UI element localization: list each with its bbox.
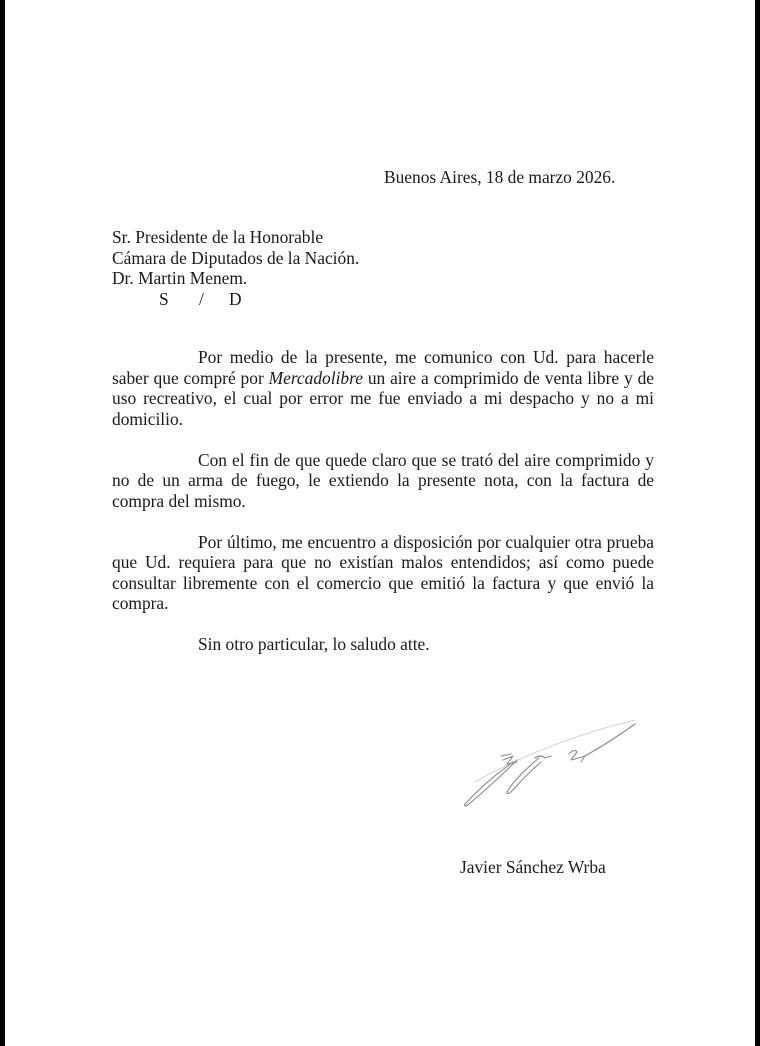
- date-line: Buenos Aires, 18 de marzo 2026.: [384, 167, 616, 187]
- recipient-block: [112, 227, 359, 309]
- signature-icon: [455, 712, 655, 820]
- paragraph-1-text-b: un aire a comprimido de venta libre y de uso recreativo, el cual por error me fue enviado a mi despacho y no a mi domicilio.: [112, 367, 654, 429]
- letter-body: [112, 347, 654, 655]
- handwritten-signature: [455, 712, 655, 820]
- mercadolibre-italic: Mercadolibre: [268, 367, 363, 388]
- recipient-name: Dr. Martin Menem.: [112, 268, 248, 288]
- paragraph-2: Con el fin de que quede claro que se trató del aire comprimido y no de un arma de fuego, le extiendo la presente nota, con la factura de compra del mismo.: [112, 449, 654, 511]
- paragraph-1: [112, 347, 654, 429]
- signer-name: Javier Sánchez Wrba: [460, 857, 606, 877]
- closing-line: Sin otro particular, lo saludo atte.: [198, 634, 430, 654]
- su-despacho-abbreviation: [112, 289, 359, 310]
- paragraph-1-text-a: Por medio de la presente, me comunico con Ud. para hacerle saber que compré por: [112, 347, 654, 388]
- sd-d: D: [229, 288, 242, 309]
- recipient-institution: Cámara de Diputados de la Nación.: [112, 247, 360, 268]
- sd-slash: /: [199, 288, 204, 309]
- sd-s: S: [159, 288, 169, 309]
- paragraph-3: Por último, me encuentro a disposición por cualquier otra prueba que Ud. requiera para que no existían malos entendidos; así como puede consultar libremente con el comercio que emitió la factura y que envió la compra.: [112, 531, 654, 613]
- recipient-title: Sr. Presidente de la Honorable: [112, 227, 324, 247]
- letter-page: [5, 0, 755, 1046]
